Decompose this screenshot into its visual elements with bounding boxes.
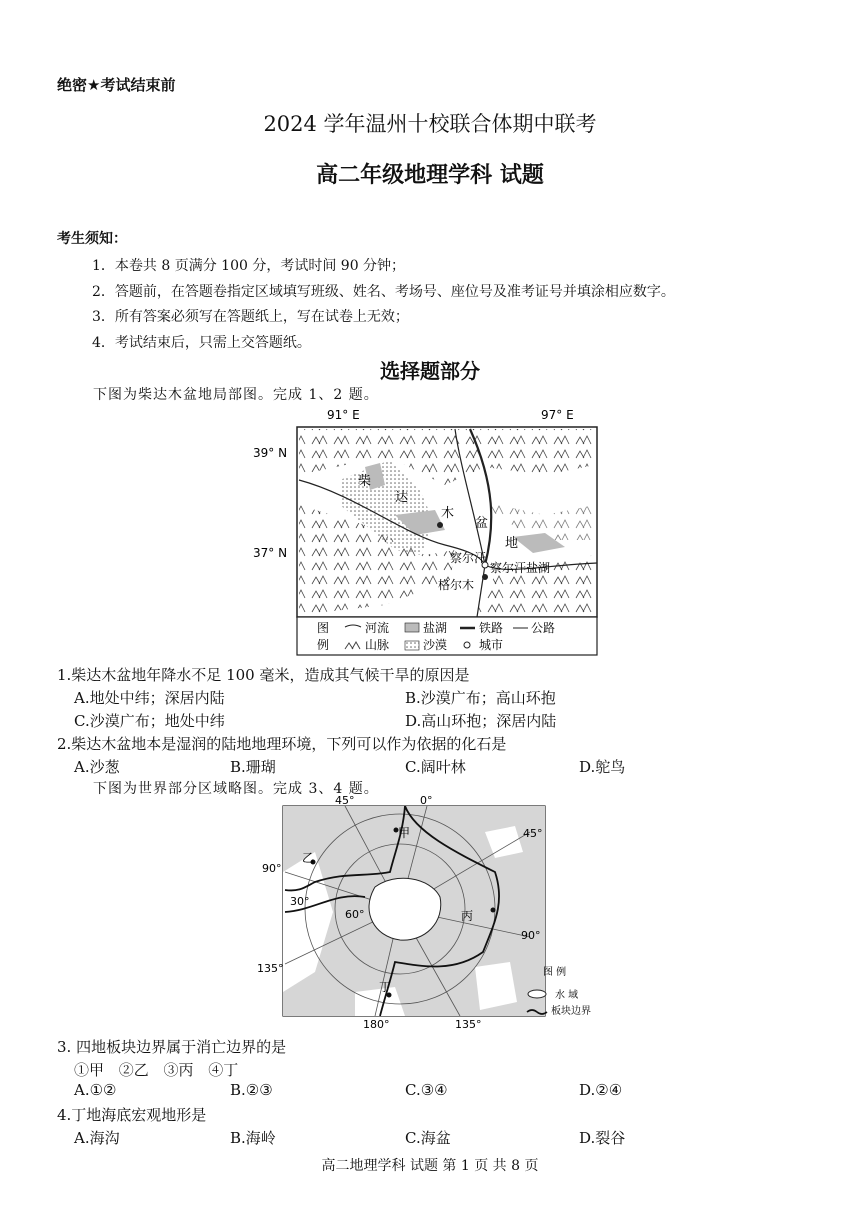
q2-stem: 2.柴达木盆地本是湿润的陆地地理环境，下列可以作为依据的化石是: [57, 735, 507, 753]
q4-option-d: D.裂谷: [579, 1129, 626, 1147]
point-label: 丁: [379, 980, 392, 994]
legend-river: 河流: [365, 621, 390, 635]
legend-title: 图 例: [543, 967, 567, 978]
lon-label: 45°: [335, 794, 355, 807]
q2-option-c: C.阔叶林: [405, 758, 466, 776]
notice-heading: 考生须知：: [57, 231, 127, 247]
legend-railway: 铁路: [479, 621, 504, 635]
q2-option-d: D.鸵鸟: [579, 758, 626, 776]
map2-intro: 下图为世界部分区域略图。完成 3、4 题。: [93, 781, 379, 797]
basin-char: 盆: [475, 516, 489, 531]
lat-label: 30°: [290, 895, 310, 908]
lon-label: 135°: [455, 1018, 482, 1031]
page-footer: 高二地理学科 试题 第 1 页 共 8 页: [321, 1158, 539, 1174]
city-label: 格尔木: [438, 578, 475, 592]
legend-highway: 公路: [531, 621, 556, 635]
legend-city: 城市: [479, 638, 504, 652]
city-label: 察尔汗: [450, 551, 487, 565]
legend-water: 水 域: [555, 990, 579, 1001]
lon-label: 90°: [521, 929, 541, 942]
legend-title: 例: [317, 638, 330, 652]
q1-stem: 1.柴达木盆地年降水不足 100 毫米，造成其气候干旱的原因是: [57, 666, 470, 684]
lon-right-label: 97° E: [541, 408, 574, 422]
legend-boundary: 板块边界: [551, 1006, 591, 1017]
q4-stem: 4.丁地海底宏观地形是: [57, 1106, 207, 1124]
city-marker: [437, 522, 443, 528]
q4-option-b: B.海岭: [230, 1129, 276, 1147]
notice-item: 3．所有答案必须写在答题纸上，写在试卷上无效；: [92, 309, 409, 325]
legend-desert: 沙漠: [423, 638, 448, 652]
q1-option-b: B.沙漠广布；高山环抱: [405, 689, 556, 707]
q1-option-d: D.高山环抱；深居内陆: [405, 712, 557, 730]
point-label: 乙: [302, 851, 315, 865]
notice-item: 2．答题前，在答题卷指定区域填写班级、姓名、考场号、座位号及准考证号并填涂相应数字。: [92, 284, 675, 300]
lon-left-label: 91° E: [327, 408, 360, 422]
q3-option-list: ①甲 ②乙 ③丙 ④丁: [74, 1061, 239, 1079]
q3-option-a: A.①②: [74, 1081, 117, 1099]
q3-option-b: B.②③: [230, 1081, 273, 1099]
basin-char: 达: [395, 490, 409, 505]
q2-option-b: B.珊瑚: [230, 758, 276, 776]
lon-label: 180°: [363, 1018, 390, 1031]
q1-option-c: C.沙漠广布；地处中纬: [74, 712, 225, 730]
lon-label: 45°: [523, 827, 543, 840]
q4-option-c: C.海盆: [405, 1129, 451, 1147]
legend-mountain: 山脉: [365, 638, 390, 652]
lon-label: 0°: [420, 794, 433, 807]
map1-intro: 下图为柴达木盆地局部图。完成 1、2 题。: [93, 387, 379, 403]
q3-option-c: C.③④: [405, 1081, 448, 1099]
polar-map: [255, 792, 605, 1032]
q1-option-a: A.地处中纬；深居内陆: [74, 689, 225, 707]
legend-title: 图: [317, 621, 330, 635]
notice-item: 4．考试结束后，只需上交答题纸。: [92, 335, 311, 351]
section-title: 选择题部分: [380, 359, 480, 383]
q3-option-d: D.②④: [579, 1081, 623, 1099]
lon-label: 90°: [262, 862, 282, 875]
point-label: 丙: [461, 909, 474, 923]
exam-title: 2024 学年温州十校联合体期中联考: [263, 112, 597, 136]
legend-salt-lake: 盐湖: [423, 621, 448, 635]
basin-char: 木: [441, 506, 455, 521]
notice-item: 1．本卷共 8 页满分 100 分，考试时间 90 分钟；: [92, 258, 406, 274]
basin-char: 地: [505, 536, 519, 551]
lon-label: 135°: [257, 962, 284, 975]
q2-option-a: A.沙葱: [74, 758, 120, 776]
secret-label: 绝密★考试结束前: [57, 76, 176, 94]
q4-option-a: A.海沟: [74, 1129, 120, 1147]
lat-top-label: 39° N: [253, 446, 288, 460]
exam-subtitle: 高二年级地理学科 试题: [316, 162, 544, 188]
qaidam-map: [245, 405, 605, 657]
lake-label: 察尔汗盐湖: [490, 561, 551, 575]
lat-bottom-label: 37° N: [253, 546, 288, 560]
point-label: 甲: [398, 826, 411, 840]
lat-label: 60°: [345, 908, 365, 921]
city-marker: [482, 574, 488, 580]
basin-char: 柴: [358, 474, 372, 489]
q3-stem: 3. 四地板块边界属于消亡边界的是: [57, 1038, 287, 1056]
